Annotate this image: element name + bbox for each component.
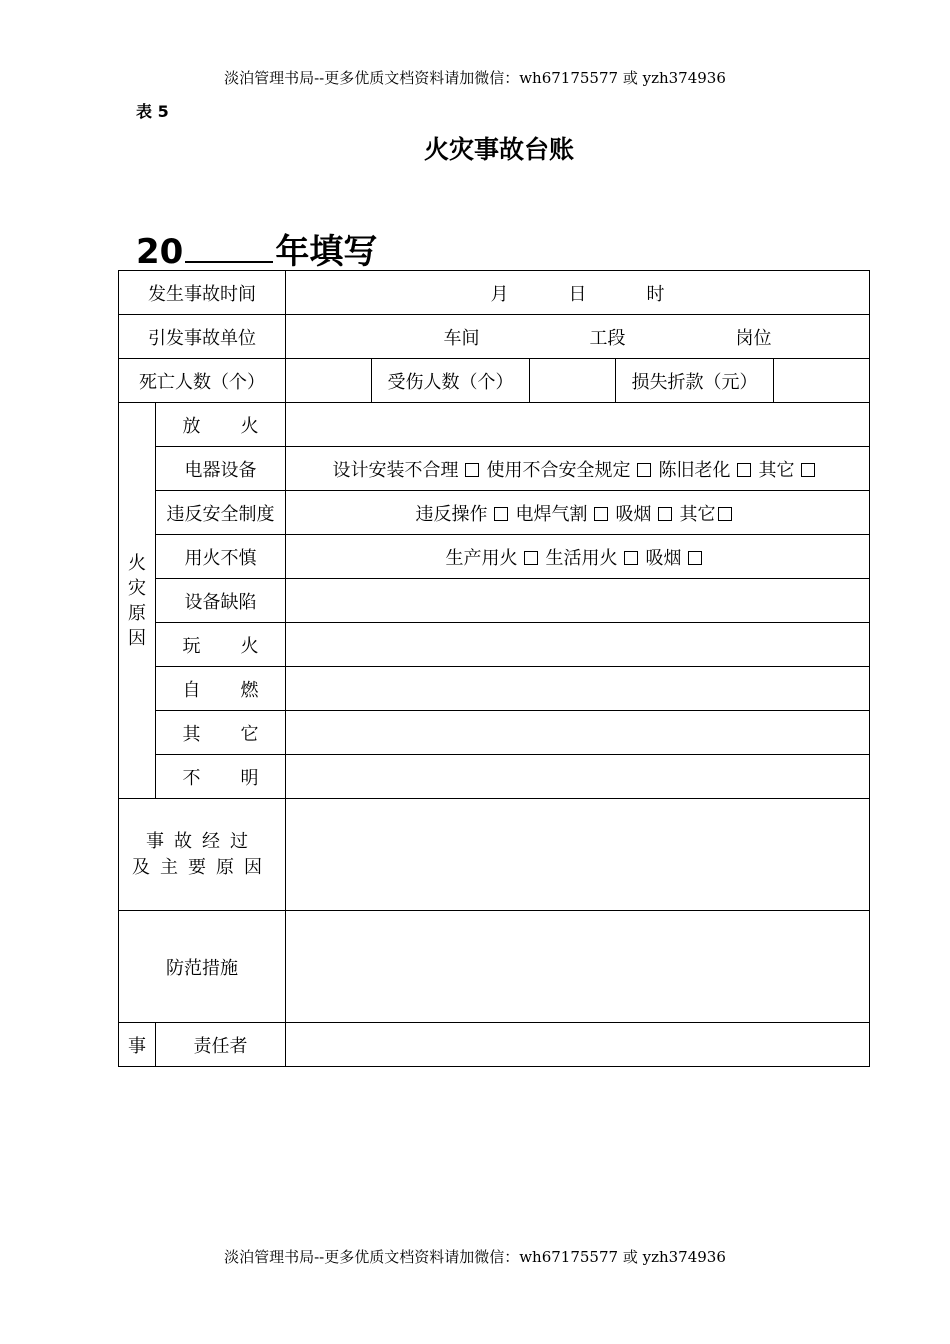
responsible-field[interactable] (286, 1023, 870, 1067)
year-fill-line (136, 224, 377, 273)
row-cause-spontaneous (119, 667, 870, 711)
row-responsible (119, 1023, 870, 1067)
row-cause-other (119, 711, 870, 755)
checkbox-smoking-violation[interactable] (658, 507, 672, 521)
accident-process-label: 事故经过 及主要原因 (119, 799, 286, 911)
checkbox-living-fire[interactable] (624, 551, 638, 565)
fire-cause-group-label: 火 灾 原 因 (119, 403, 156, 799)
deaths-field[interactable] (286, 359, 372, 403)
year-blank-field[interactable] (185, 231, 273, 263)
fire-accident-ledger-table (118, 270, 870, 1067)
row-prevention (119, 911, 870, 1023)
month-label: 月 (490, 283, 509, 305)
year-suffix: 年填写 (275, 232, 378, 272)
cause-careless-options: 生产用火 生活用火 吸烟 (286, 535, 870, 579)
cause-playing-label: 玩 火 (156, 623, 286, 667)
row-accident-unit (119, 315, 870, 359)
injured-label: 受伤人数（个） (372, 359, 530, 403)
row-cause-careless (119, 535, 870, 579)
checkbox-violation-other[interactable] (718, 507, 732, 521)
page-title: 火灾事故台账 (423, 135, 574, 164)
year-prefix: 20 (136, 232, 184, 272)
header-watermark-note: 淡泊管理书局--更多优质文档资料请加微信：wh67175577 或 yzh374936 (224, 69, 726, 87)
checkbox-electrical-other[interactable] (801, 463, 815, 477)
accident-time-label: 发生事故时间 (119, 271, 286, 315)
cause-unknown-field[interactable] (286, 755, 870, 799)
row-accident-time (119, 271, 870, 315)
row-casualty-stats (119, 359, 870, 403)
accident-process-field[interactable] (286, 799, 870, 911)
day-label: 日 (568, 283, 587, 305)
cause-other-label: 其 它 (156, 711, 286, 755)
cause-spontaneous-label: 自 燃 (156, 667, 286, 711)
row-cause-electrical (119, 447, 870, 491)
footer-watermark-note: 淡泊管理书局--更多优质文档资料请加微信：wh67175577 或 yzh374936 (224, 1248, 726, 1266)
section-label: 工段 (589, 327, 626, 349)
deaths-label: 死亡人数（个） (119, 359, 286, 403)
cause-defect-field[interactable] (286, 579, 870, 623)
checkbox-improper-use[interactable] (637, 463, 651, 477)
prevention-field[interactable] (286, 911, 870, 1023)
row-cause-playing (119, 623, 870, 667)
checkbox-production-fire[interactable] (524, 551, 538, 565)
injured-field[interactable] (530, 359, 616, 403)
checkbox-design-install[interactable] (465, 463, 479, 477)
responsible-label: 责任者 (156, 1023, 286, 1067)
checkbox-operation-violation[interactable] (494, 507, 508, 521)
cause-unknown-label: 不 明 (156, 755, 286, 799)
cause-arson-field[interactable] (286, 403, 870, 447)
checkbox-smoking-careless[interactable] (688, 551, 702, 565)
cause-defect-label: 设备缺陷 (156, 579, 286, 623)
cause-other-field[interactable] (286, 711, 870, 755)
cause-violation-label: 违反安全制度 (156, 491, 286, 535)
row-accident-process (119, 799, 870, 911)
accident-time-field[interactable] (286, 271, 870, 315)
prevention-label: 防范措施 (119, 911, 286, 1023)
hour-label: 时 (646, 283, 665, 305)
accident-label: 事 (119, 1023, 156, 1067)
accident-unit-label: 引发事故单位 (119, 315, 286, 359)
loss-label: 损失折款（元） (616, 359, 774, 403)
cause-careless-label: 用火不慎 (156, 535, 286, 579)
post-label: 岗位 (735, 327, 772, 349)
cause-playing-field[interactable] (286, 623, 870, 667)
workshop-label: 车间 (443, 327, 480, 349)
row-cause-arson (119, 403, 870, 447)
cause-arson-label: 放 火 (156, 403, 286, 447)
loss-field[interactable] (774, 359, 870, 403)
row-cause-defect (119, 579, 870, 623)
checkbox-welding-cutting[interactable] (594, 507, 608, 521)
table-label: 表 5 (136, 102, 169, 121)
cause-violation-options: 违反操作 电焊气割 吸烟 其它 (286, 491, 870, 535)
checkbox-aging[interactable] (737, 463, 751, 477)
accident-unit-field[interactable] (286, 315, 870, 359)
cause-spontaneous-field[interactable] (286, 667, 870, 711)
row-cause-violation (119, 491, 870, 535)
row-cause-unknown (119, 755, 870, 799)
cause-electrical-options: 设计安装不合理 使用不合安全规定 陈旧老化 其它 (286, 447, 870, 491)
cause-electrical-label: 电器设备 (156, 447, 286, 491)
